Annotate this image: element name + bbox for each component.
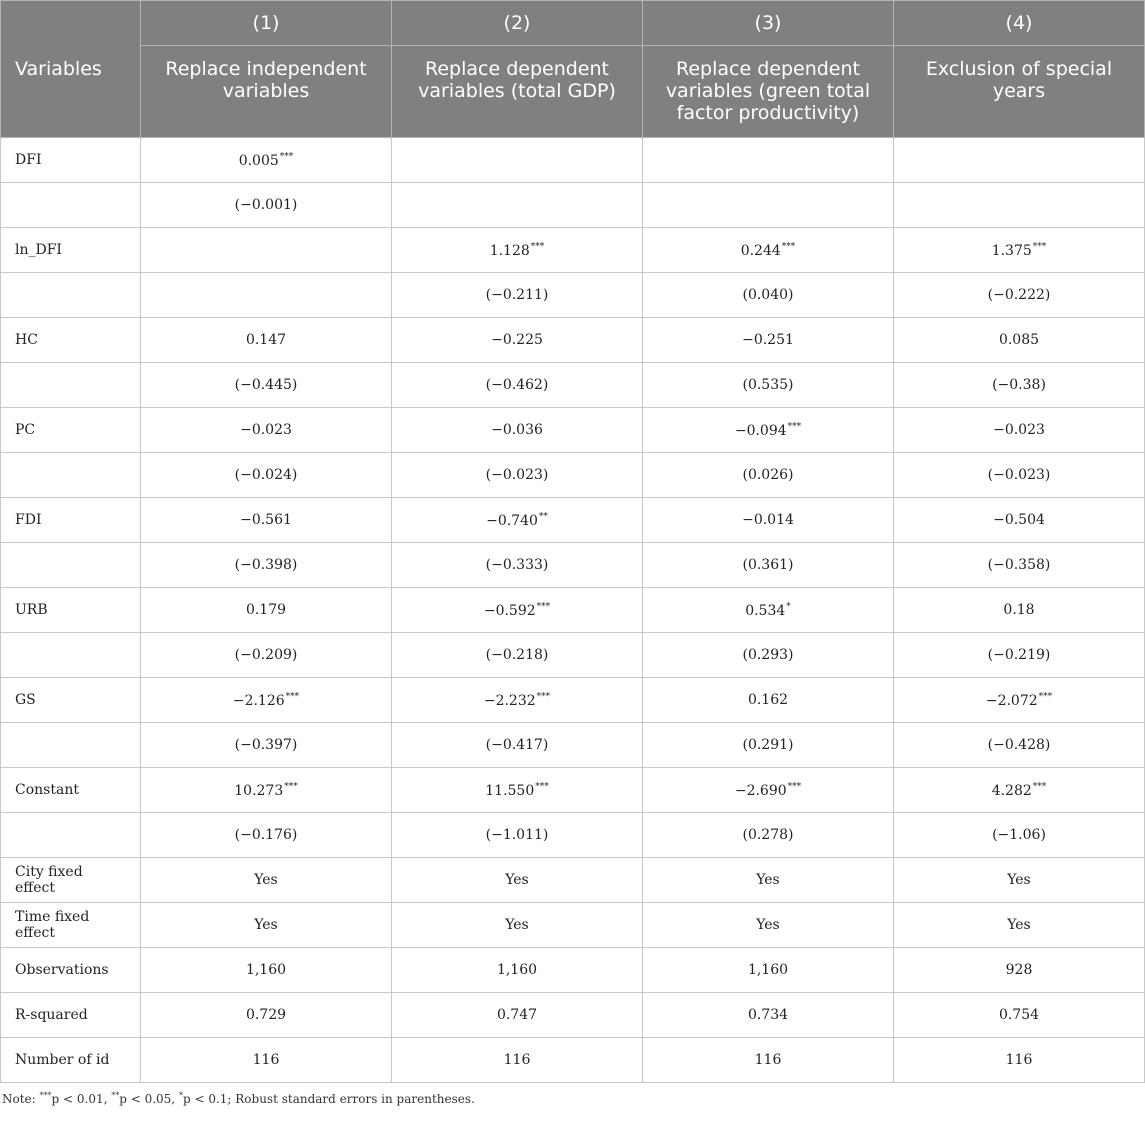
row-label (1, 813, 141, 858)
table-cell (141, 408, 392, 453)
cell-value: (−0.462) (485, 377, 549, 393)
table-row (1, 318, 1145, 363)
table-cell (141, 588, 392, 633)
row-label: Constant (1, 768, 141, 813)
row-label: FDI (1, 498, 141, 543)
cell-value: −0.014 (742, 512, 794, 528)
table-cell (894, 183, 1145, 228)
header-col-2: (2) (392, 1, 643, 46)
table-cell (894, 588, 1145, 633)
table-cell (141, 318, 392, 363)
cell-value: 1.375 (991, 242, 1032, 259)
header-variables: Variables (1, 1, 141, 138)
cell-value: 0.534 (745, 602, 786, 619)
table-cell (392, 723, 643, 768)
cell-value: 0.162 (747, 692, 789, 708)
table-cell (894, 903, 1145, 948)
table-cell (392, 588, 643, 633)
cell-value: 1,160 (747, 962, 789, 978)
cell-value: (−0.417) (485, 737, 549, 753)
cell-value: −0.225 (491, 332, 543, 348)
table-cell (643, 453, 894, 498)
table-row (1, 183, 1145, 228)
note-text-1: p < 0.01, (51, 1092, 112, 1106)
cell-value: 116 (1005, 1052, 1033, 1068)
cell-value: 0.747 (496, 1007, 538, 1023)
table-cell (643, 678, 894, 723)
cell-value: (0.361) (742, 557, 794, 573)
significance-stars: *** (536, 601, 551, 612)
table-cell (894, 768, 1145, 813)
cell-value: −0.504 (993, 512, 1045, 528)
cell-value: 0.244 (740, 242, 781, 259)
table-row (1, 408, 1145, 453)
cell-value: −2.126 (232, 692, 285, 709)
note-text-2: p < 0.05, (119, 1092, 179, 1106)
table-cell (392, 1038, 643, 1083)
table-row (1, 813, 1145, 858)
cell-value: 0.179 (245, 602, 287, 618)
cell-value: (−0.218) (485, 647, 549, 663)
cell-value: −0.740 (486, 512, 538, 529)
table-row (1, 363, 1145, 408)
table-cell (392, 498, 643, 543)
table-row (1, 723, 1145, 768)
table-cell (141, 363, 392, 408)
cell-value: 928 (1005, 962, 1033, 978)
cell-value: −2.690 (734, 782, 787, 799)
row-label: City fixed effect (1, 858, 141, 903)
table-cell (894, 228, 1145, 273)
header-desc-2: Replace dependent variables (total GDP) (392, 46, 643, 138)
significance-stars: *** (284, 781, 298, 792)
table-cell (392, 678, 643, 723)
table-cell (392, 228, 643, 273)
table-row (1, 543, 1145, 588)
note-sig-3: * (178, 1091, 183, 1100)
cell-value: Yes (505, 872, 529, 888)
header-col-4: (4) (894, 1, 1145, 46)
table-cell (141, 183, 392, 228)
row-label (1, 633, 141, 678)
table-cell (643, 813, 894, 858)
table-cell (392, 813, 643, 858)
table-cell (392, 138, 643, 183)
table-note (0, 1083, 1145, 1106)
table-cell (392, 768, 643, 813)
cell-value: 116 (252, 1052, 280, 1068)
table-cell (392, 633, 643, 678)
table-cell (392, 993, 643, 1038)
cell-value: −0.023 (240, 422, 292, 438)
row-label: GS (1, 678, 141, 723)
row-label: URB (1, 588, 141, 633)
significance-stars: *** (535, 781, 549, 792)
table-cell (643, 138, 894, 183)
cell-value: (0.293) (742, 647, 794, 663)
cell-value: (−0.209) (234, 647, 298, 663)
significance-stars: *** (279, 151, 294, 162)
table-cell (141, 1038, 392, 1083)
cell-value: 1,160 (496, 962, 538, 978)
significance-stars: ** (538, 511, 548, 522)
cell-value: (−0.024) (234, 467, 298, 483)
table-cell (894, 633, 1145, 678)
row-label: PC (1, 408, 141, 453)
table-cell (643, 948, 894, 993)
table-cell (141, 678, 392, 723)
significance-stars: *** (1032, 241, 1047, 252)
table-cell (141, 993, 392, 1038)
table-cell (894, 273, 1145, 318)
significance-stars: *** (787, 781, 802, 792)
cell-value: (−0.023) (485, 467, 549, 483)
cell-value: −0.251 (742, 332, 794, 348)
cell-value: (0.040) (742, 287, 794, 303)
cell-value: 0.729 (245, 1007, 287, 1023)
table-cell (141, 768, 392, 813)
significance-stars: *** (536, 691, 551, 702)
cell-value: 1.128 (489, 242, 530, 259)
note-sig-2: ** (111, 1091, 120, 1100)
cell-value: 4.282 (991, 782, 1032, 799)
cell-value: (−1.06) (992, 827, 1046, 843)
row-label (1, 183, 141, 228)
cell-value: Yes (1007, 872, 1031, 888)
table-cell (141, 228, 392, 273)
significance-stars: *** (1032, 781, 1047, 792)
cell-value: 116 (754, 1052, 782, 1068)
table-row (1, 588, 1145, 633)
cell-value: 116 (503, 1052, 531, 1068)
table-cell (392, 543, 643, 588)
header-desc-4: Exclusion of special years (894, 46, 1145, 138)
table-cell (141, 138, 392, 183)
table-cell (141, 498, 392, 543)
cell-value: 0.085 (998, 332, 1040, 348)
cell-value: (−0.023) (987, 467, 1051, 483)
table-cell (643, 543, 894, 588)
table-cell (894, 543, 1145, 588)
cell-value: Yes (1007, 917, 1031, 933)
table-cell (643, 273, 894, 318)
cell-value: (−0.211) (485, 287, 549, 303)
table-row (1, 1038, 1145, 1083)
header-row-model-numbers (1, 1, 1145, 46)
table-row (1, 138, 1145, 183)
header-col-1: (1) (141, 1, 392, 46)
header-col-3: (3) (643, 1, 894, 46)
cell-value: (0.278) (742, 827, 794, 843)
row-label (1, 543, 141, 588)
table-cell (894, 723, 1145, 768)
table-row (1, 498, 1145, 543)
row-label (1, 453, 141, 498)
table-cell (643, 903, 894, 948)
table-row (1, 993, 1145, 1038)
cell-value: 10.273 (234, 782, 284, 799)
cell-value: Yes (254, 872, 278, 888)
row-label: Observations (1, 948, 141, 993)
cell-value: −2.232 (483, 692, 536, 709)
table-cell (894, 138, 1145, 183)
cell-value: (−1.011) (485, 827, 549, 843)
table-cell (141, 813, 392, 858)
table-cell (392, 183, 643, 228)
cell-value: 0.147 (245, 332, 287, 348)
table-cell (392, 408, 643, 453)
table-row (1, 633, 1145, 678)
table-cell (643, 318, 894, 363)
table-cell (643, 858, 894, 903)
header-row-descriptions (1, 46, 1145, 138)
row-label: DFI (1, 138, 141, 183)
note-text-3: p < 0.1; Robust standard errors in parentheses. (182, 1092, 475, 1106)
table-row (1, 228, 1145, 273)
cell-value: (−0.38) (992, 377, 1046, 393)
cell-value: (−0.222) (987, 287, 1051, 303)
cell-value: 0.754 (998, 1007, 1040, 1023)
table-cell (392, 318, 643, 363)
table-cell (141, 273, 392, 318)
table-cell (643, 408, 894, 453)
cell-value: 0.005 (238, 152, 279, 169)
row-label (1, 723, 141, 768)
cell-value: Yes (505, 917, 529, 933)
cell-value: Yes (756, 917, 780, 933)
cell-value: 0.734 (747, 1007, 789, 1023)
significance-stars: *** (781, 241, 796, 252)
cell-value: (−0.397) (234, 737, 298, 753)
table-cell (392, 903, 643, 948)
table-cell (141, 453, 392, 498)
cell-value: (0.026) (742, 467, 794, 483)
note-sig-1: *** (39, 1091, 52, 1100)
table-cell (392, 948, 643, 993)
significance-stars: *** (285, 691, 300, 702)
table-cell (392, 858, 643, 903)
table-cell (643, 498, 894, 543)
table-row (1, 678, 1145, 723)
cell-value: (−0.358) (987, 557, 1051, 573)
table-cell (643, 1038, 894, 1083)
table-row (1, 858, 1145, 903)
table-row (1, 948, 1145, 993)
table-cell (643, 993, 894, 1038)
table-cell (894, 1038, 1145, 1083)
cell-value: −0.561 (240, 512, 292, 528)
table-cell (894, 948, 1145, 993)
table-row (1, 768, 1145, 813)
cell-value: −2.072 (985, 692, 1038, 709)
table-cell (643, 183, 894, 228)
table-cell (141, 948, 392, 993)
table-cell (643, 633, 894, 678)
table-cell (894, 813, 1145, 858)
row-label: R-squared (1, 993, 141, 1038)
cell-value: (−0.219) (987, 647, 1051, 663)
row-label: HC (1, 318, 141, 363)
table-cell (894, 858, 1145, 903)
cell-value: 0.18 (1003, 602, 1035, 618)
table-cell (643, 228, 894, 273)
table-body (1, 138, 1145, 1083)
table-cell (894, 453, 1145, 498)
cell-value: (−0.001) (234, 197, 298, 213)
row-label (1, 273, 141, 318)
significance-stars: *** (1038, 691, 1053, 702)
row-label: Number of id (1, 1038, 141, 1083)
significance-stars: *** (530, 241, 545, 252)
table-cell (643, 768, 894, 813)
cell-value: 1,160 (245, 962, 287, 978)
table-cell (894, 318, 1145, 363)
significance-stars: *** (787, 421, 802, 432)
cell-value: −0.094 (734, 422, 787, 439)
header-desc-3: Replace dependent variables (green total factor productivity) (643, 46, 894, 138)
row-label: ln_DFI (1, 228, 141, 273)
cell-value: (−0.398) (234, 557, 298, 573)
cell-value: 11.550 (485, 782, 535, 799)
table-cell (141, 723, 392, 768)
table-cell (392, 273, 643, 318)
table-cell (643, 363, 894, 408)
table-cell (141, 858, 392, 903)
table-row (1, 903, 1145, 948)
table-cell (141, 903, 392, 948)
table-cell (643, 723, 894, 768)
table-cell (141, 633, 392, 678)
table-cell (894, 678, 1145, 723)
cell-value: −0.036 (491, 422, 543, 438)
table-cell (894, 993, 1145, 1038)
table-cell (392, 363, 643, 408)
table-header (1, 1, 1145, 138)
header-desc-1: Replace independent variables (141, 46, 392, 138)
cell-value: Yes (756, 872, 780, 888)
note-prefix: Note: (2, 1092, 40, 1106)
cell-value: (−0.445) (234, 377, 298, 393)
cell-value: −0.592 (483, 602, 536, 619)
table-cell (894, 408, 1145, 453)
cell-value: (−0.428) (987, 737, 1051, 753)
table-cell (141, 543, 392, 588)
row-label: Time fixed effect (1, 903, 141, 948)
cell-value: (−0.176) (234, 827, 298, 843)
row-label (1, 363, 141, 408)
cell-value: (0.535) (742, 377, 794, 393)
table-cell (392, 453, 643, 498)
table-row (1, 273, 1145, 318)
table-row (1, 453, 1145, 498)
cell-value: −0.023 (993, 422, 1045, 438)
cell-value: (−0.333) (485, 557, 549, 573)
cell-value: (0.291) (742, 737, 794, 753)
significance-stars: * (786, 601, 791, 612)
table-cell (894, 363, 1145, 408)
cell-value: Yes (254, 917, 278, 933)
table-cell (894, 498, 1145, 543)
table-cell (643, 588, 894, 633)
